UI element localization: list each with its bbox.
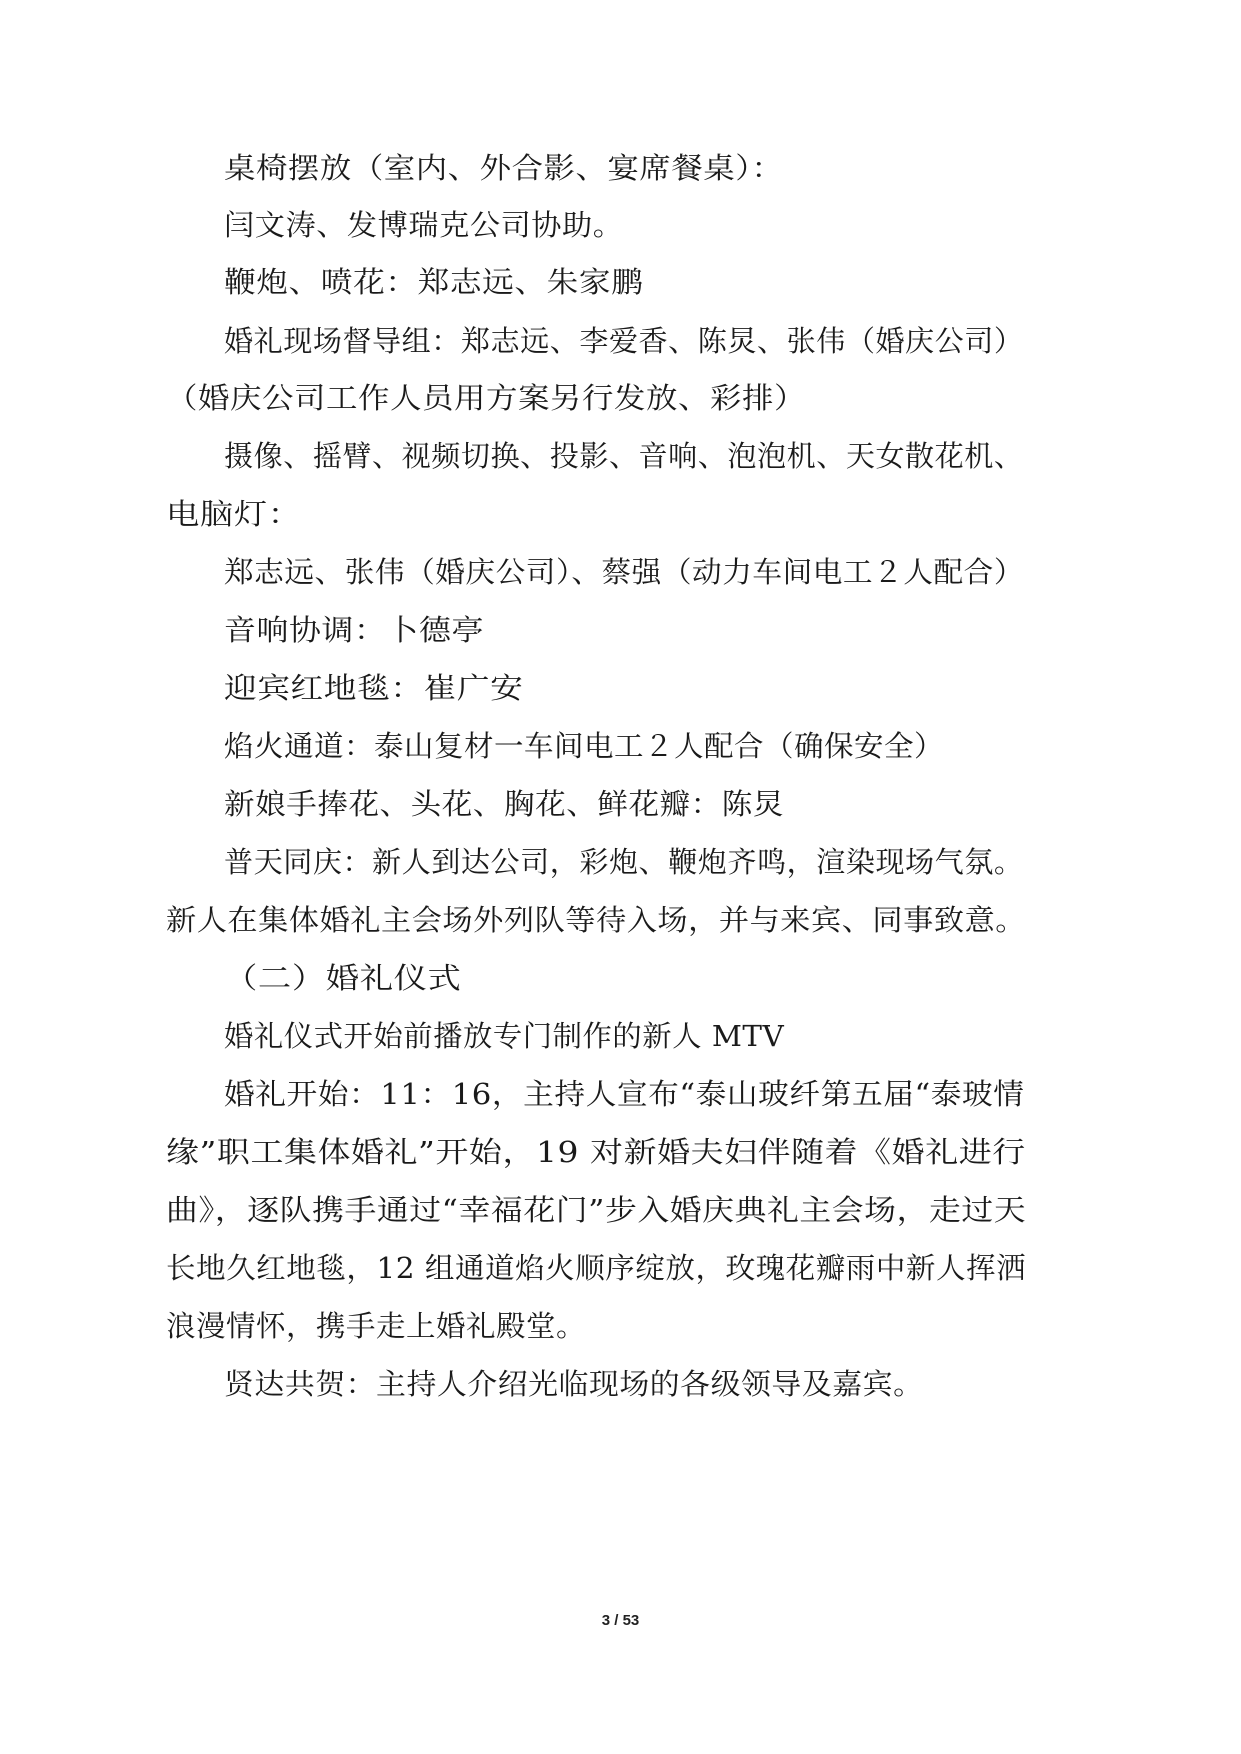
text-line: 浪漫情怀，携手走上婚礼殿堂。 (166, 1309, 587, 1343)
page-number: 3 / 53 (601, 1612, 640, 1629)
text-line: 新人在集体婚礼主会场外列队等待入场，并与来宾、同事致意。 (166, 903, 1027, 937)
text-line: 闫文涛、发博瑞克公司协助。 (224, 208, 624, 242)
text-line: 贤达共贺：主持人介绍光临现场的各级领导及嘉宾。 (224, 1367, 924, 1401)
text-line: 音响协调：卜德亭 (224, 613, 485, 647)
text-line: 迎宾红地毯：崔广安 (224, 671, 524, 705)
section-heading: （二）婚礼仪式 (224, 961, 462, 995)
text-line: 普天同庆：新人到达公司，彩炮、鞭炮齐鸣，渲染现场气氛。 (224, 845, 1024, 879)
text-line: 桌椅摆放（室内、外合影、宴席餐桌）： (224, 151, 784, 185)
text-line: （婚庆公司工作人员用方案另行发放、彩排） (166, 381, 807, 415)
text-line: 摄像、摇臂、视频切换、投影、音响、泡泡机、天女散花机、 (224, 439, 1024, 473)
text-line: 婚礼开始：11：16，主持人宣布“泰山玻纤第五届“泰玻情 (224, 1077, 1025, 1111)
text-line: 曲》，逐队携手通过“幸福花门”步入婚庆典礼主会场，走过天 (166, 1193, 1027, 1227)
text-line: 郑志远、张伟（婚庆公司）、蔡强（动力车间电工２人配合） (224, 555, 1025, 589)
text-line: 电脑灯： (166, 497, 302, 531)
text-line: 焰火通道：泰山复材一车间电工２人配合（确保安全） (224, 729, 945, 763)
text-line: 婚礼现场督导组：郑志远、李爱香、陈炅、张伟（婚庆公司） (224, 324, 1024, 358)
text-line: 新娘手捧花、头花、胸花、鲜花瓣：陈炅 (224, 787, 785, 821)
text-line: 鞭炮、喷花：郑志远、朱家鹏 (224, 265, 644, 299)
text-line: 缘”职工集体婚礼”开始，19 对新婚夫妇伴随着《婚礼进行 (166, 1135, 1026, 1169)
text-line: 婚礼仪式开始前播放专门制作的新人 MTV (224, 1019, 785, 1053)
text-line: 长地久红地毯，12 组通道焰火顺序绽放，玫瑰花瓣雨中新人挥洒 (166, 1251, 1027, 1285)
